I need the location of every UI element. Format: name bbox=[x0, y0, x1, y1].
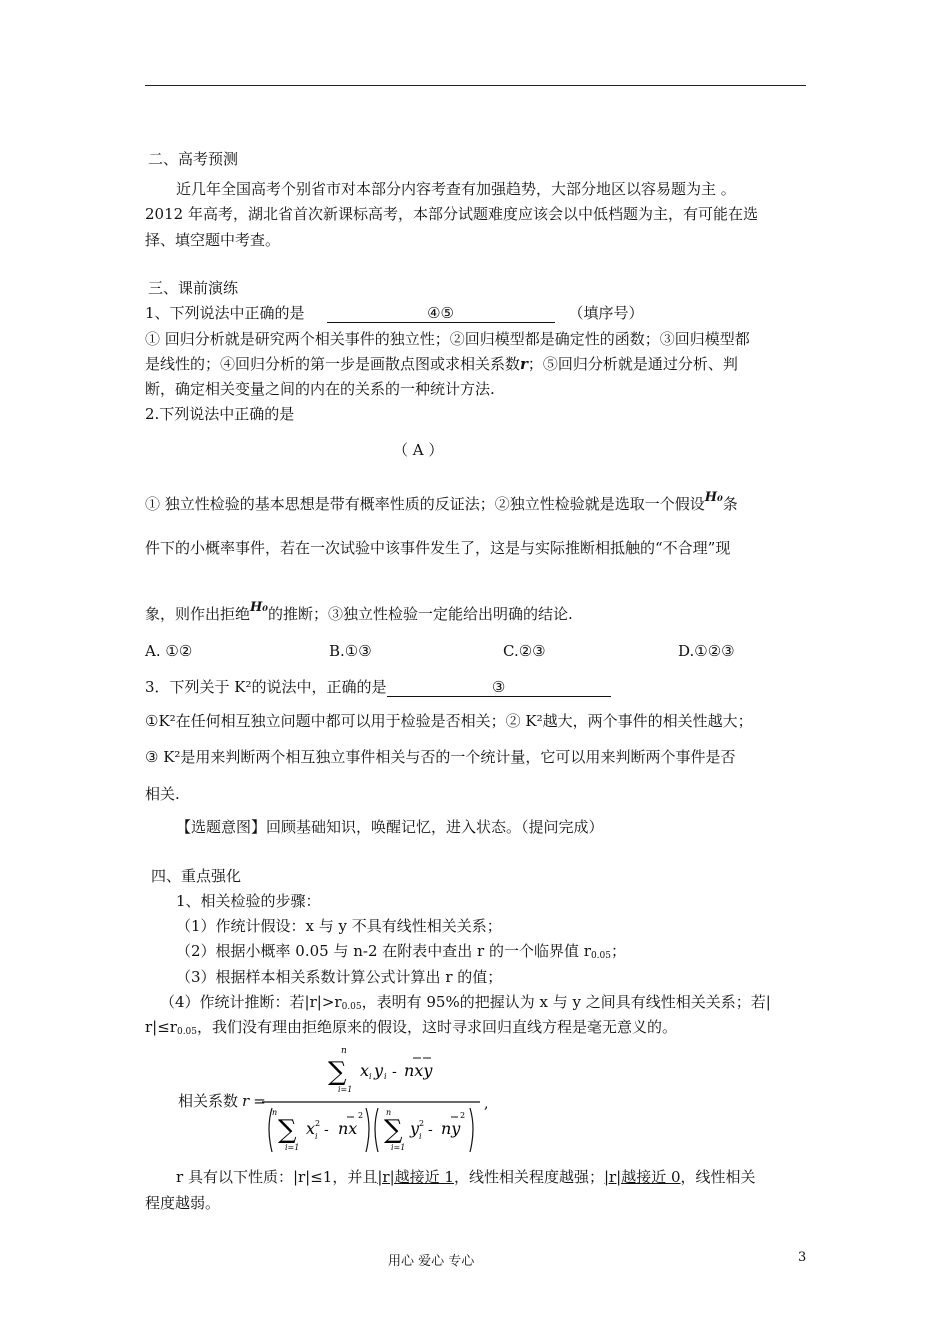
q3-line2: ③ K²是用来判断两个相互独立事件相关与否的一个统计量，它可以用来判断两个事件是否 bbox=[145, 748, 736, 766]
q1-line bbox=[145, 302, 644, 323]
svg-text:2: 2 bbox=[460, 1111, 466, 1120]
svg-text:n: n bbox=[341, 1046, 347, 1056]
page-number: 3 bbox=[798, 1250, 807, 1265]
svg-text:2: 2 bbox=[315, 1119, 321, 1128]
svg-text:2: 2 bbox=[419, 1119, 425, 1128]
step4-line1: （4）作统计推断：若$|r|>r_{0.05}$，表明有 95%的把握认为 x 与 y 之间具有线性相关关系；若| bbox=[160, 993, 771, 1012]
svg-text:i: i bbox=[315, 1132, 318, 1141]
svg-text:nxy: nxy bbox=[404, 1061, 433, 1080]
r-properties-line1: r 具有以下性质：|r|≤1，并且|r|越接近 1，线性相关程度越强；|r|越接近 0，线性相关 bbox=[176, 1168, 756, 1186]
prop-near-0: |r|越接近 0 bbox=[603, 1168, 681, 1186]
h0-symbol-2: H₀ bbox=[250, 600, 268, 615]
svg-text:-: - bbox=[428, 1122, 433, 1138]
svg-text:-: - bbox=[392, 1064, 397, 1080]
section3-title: 三、课前演练 bbox=[148, 279, 239, 297]
var-r: r bbox=[520, 355, 528, 373]
formula-label: 相关系数 r = bbox=[178, 1092, 266, 1110]
step3: （3）根据样本相关系数计算公式计算出 r 的值； bbox=[176, 968, 503, 986]
section2-line3: 择、填空题中考查。 bbox=[145, 231, 281, 249]
q2-choice-d: D.①②③ bbox=[678, 642, 735, 660]
svg-text:i=1: i=1 bbox=[285, 1143, 300, 1152]
svg-text:2: 2 bbox=[358, 1111, 364, 1120]
q1-stem: 1、下列说法中正确的是 bbox=[145, 304, 305, 322]
footer-center: 用心 爱心 专心 bbox=[388, 1254, 475, 1269]
svg-text:∑: ∑ bbox=[278, 1115, 297, 1145]
svg-text:-: - bbox=[324, 1122, 329, 1138]
q2-choice-a: A. ①② bbox=[145, 642, 193, 660]
svg-text:i=1: i=1 bbox=[391, 1143, 406, 1152]
svg-text:∑: ∑ bbox=[384, 1115, 403, 1145]
svg-text:y: y bbox=[374, 1061, 384, 1080]
svg-text:n: n bbox=[272, 1108, 278, 1117]
svg-text:n: n bbox=[386, 1108, 392, 1117]
section2-title: 二、高考预测 bbox=[148, 150, 239, 168]
q1-suffix: （填序号） bbox=[568, 304, 644, 322]
q3-stem: 3．下列关于 K²的说法中，正确的是 bbox=[145, 678, 387, 696]
header-rule bbox=[145, 85, 806, 86]
step2: （2）根据小概率 0.05 与 n-2 在附表中查出 r 的一个临界值 $r_{0.05}$； bbox=[176, 942, 626, 961]
svg-text:i: i bbox=[384, 1072, 387, 1081]
svg-text:i=1: i=1 bbox=[338, 1085, 353, 1094]
svg-text:nx: nx bbox=[338, 1119, 358, 1138]
q3-line bbox=[145, 676, 611, 697]
svg-text:x: x bbox=[306, 1119, 316, 1138]
q2-stem: 2.下列说法中正确的是 bbox=[145, 405, 295, 423]
q2-line1: ① 独立性检验的基本思想是带有概率性质的反证法；②独立性检验就是选取一个假设H₀条 bbox=[145, 490, 738, 513]
q2-line3: 象，则作出拒绝H₀的推断；③独立性检验一定能给出明确的结论. bbox=[145, 600, 573, 623]
h0-symbol: H₀ bbox=[704, 490, 723, 505]
q3-line3: 相关. bbox=[145, 785, 180, 803]
section4-title: 四、重点强化 bbox=[151, 867, 242, 885]
q2-choice-c: C.②③ bbox=[503, 642, 546, 660]
section2-line2: 2012 年高考，湖北省首次新课标高考，本部分试题难度应该会以中低档题为主，有可能在选 bbox=[145, 205, 758, 223]
step4-line2: $r|\le r_{0.05}$，我们没有理由拒绝原来的假设，这时寻求回归直线方程是毫无意义的。 bbox=[145, 1018, 678, 1037]
section2-line1: 近几年全国高考个别省市对本部分内容考查有加强趋势，大部分地区以容易题为主 。 bbox=[176, 180, 736, 198]
section4-sub1: 1、相关检验的步骤： bbox=[176, 892, 321, 910]
svg-text:,: , bbox=[484, 1096, 489, 1112]
svg-text:i: i bbox=[419, 1132, 422, 1141]
svg-text:∑: ∑ bbox=[328, 1057, 347, 1087]
svg-text:i: i bbox=[369, 1072, 372, 1081]
r-properties-line2: 程度越弱。 bbox=[145, 1194, 221, 1212]
svg-text:y: y bbox=[410, 1119, 420, 1138]
formula-equals: = bbox=[253, 1092, 266, 1110]
q1-options-line3: 断，确定相关变量之间的内在的关系的一种统计方法. bbox=[145, 380, 495, 398]
selection-intent: 【选题意图】回顾基础知识，唤醒记忆，进入状态。（提问完成） bbox=[176, 818, 604, 836]
q1-options-line1: ① 回归分析就是研究两个相关事件的独立性；②回归模型都是确定性的函数；③回归模型都 bbox=[145, 330, 750, 348]
q2-choice-b: B.①③ bbox=[329, 642, 372, 660]
correlation-formula bbox=[258, 1040, 498, 1160]
q2-line2: 件下的小概率事件，若在一次试验中该事件发生了，这是与实际推断相抵触的“不合理”现 bbox=[145, 539, 731, 557]
formula-r: r bbox=[242, 1092, 250, 1110]
svg-text:ny: ny bbox=[441, 1119, 461, 1138]
q2-answer: （ A ） bbox=[393, 441, 444, 459]
q3-line1: ①K²在任何相互独立问题中都可以用于检验是否相关；② K²越大，两个事件的相关性越大； bbox=[145, 712, 753, 730]
q1-options-line2: 是线性的；④回归分析的第一步是画散点图或求相关系数r；⑤回归分析就是通过分析、判 bbox=[145, 355, 738, 373]
step1: （1）作统计假设：x 与 y 不具有线性相关关系； bbox=[176, 917, 502, 935]
svg-text:x: x bbox=[360, 1061, 370, 1080]
q3-answer-blank: ③ bbox=[387, 678, 611, 697]
q1-answer-blank: ④⑤ bbox=[327, 304, 555, 323]
prop-near-1: |r|越接近 1 bbox=[377, 1168, 454, 1186]
